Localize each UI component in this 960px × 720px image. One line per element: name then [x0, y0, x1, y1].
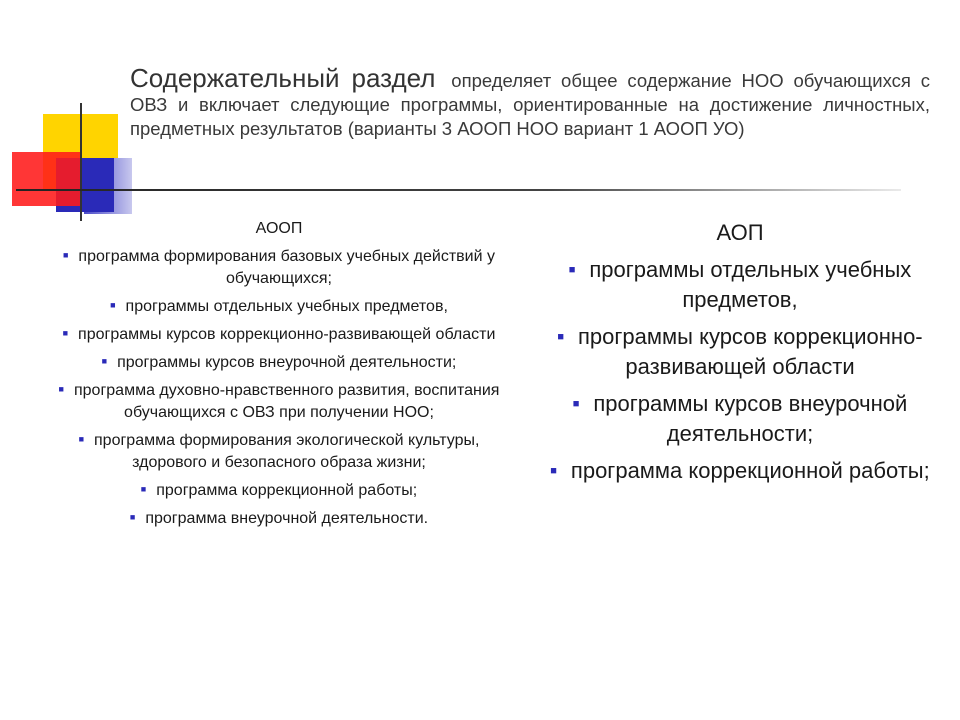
list-item: ■ программы курсов коррекционно-развивающей области: [44, 322, 514, 346]
header-text: определяет общее содержание НОО обучающихся с ОВЗ и включает следующие программы, ориентированные на достижение личностных, предметных результатов (варианты 3 АООП НОО вариант 1 АООП УО): [130, 70, 930, 139]
list-item: ■ программа коррекционной работы;: [540, 456, 940, 486]
list-item: ■ программа духовно-нравственного развития, воспитания обучающихся с ОВЗ при получении НОО;: [44, 378, 514, 424]
square-bullet-icon: ■: [140, 484, 147, 494]
list-item: ■ программа внеурочной деятельности.: [44, 506, 514, 530]
square-bullet-icon: ■: [550, 465, 557, 477]
list-item: ■ программы курсов внеурочной деятельности;: [44, 350, 514, 374]
aop-column: [540, 218, 940, 494]
square-bullet-icon: ■: [557, 331, 565, 343]
list-item: ■ программа коррекционной работы;: [44, 478, 514, 502]
list-item: ■ программа формирования экологической культуры, здорового и безопасного образа жизни;: [44, 428, 514, 474]
aop-list: [540, 255, 940, 486]
slide-header: [130, 63, 930, 141]
square-bullet-icon: ■: [568, 264, 576, 276]
square-bullet-icon: ■: [572, 398, 580, 410]
logo-vertical-line: [80, 103, 82, 221]
header-paragraph: [130, 63, 930, 141]
aop-title: АОП: [716, 220, 764, 245]
list-item: ■ программы отдельных учебных предметов,: [568, 257, 912, 312]
list-item: ■ программы отдельных учебных предметов,: [44, 294, 514, 318]
aoop-column: [44, 218, 514, 534]
aoop-title: АООП: [255, 220, 303, 237]
logo-red-square: [12, 152, 80, 206]
square-bullet-icon: ■: [78, 434, 84, 444]
square-bullet-icon: ■: [62, 250, 69, 260]
list-item: ■ программы курсов коррекционно-развивающей области: [557, 324, 923, 379]
header-divider-line: [16, 189, 901, 191]
slide-title: Содержательный раздел: [130, 63, 436, 93]
aoop-list: [44, 244, 514, 530]
square-bullet-icon: ■: [101, 356, 108, 366]
list-item: ■ программы курсов внеурочной деятельности;: [572, 391, 908, 446]
square-bullet-icon: ■: [62, 328, 69, 338]
square-bullet-icon: ■: [58, 384, 64, 394]
square-bullet-icon: ■: [110, 300, 116, 310]
square-bullet-icon: ■: [129, 512, 136, 522]
list-item: ■ программа формирования базовых учебных действий у обучающихся;: [44, 244, 514, 290]
